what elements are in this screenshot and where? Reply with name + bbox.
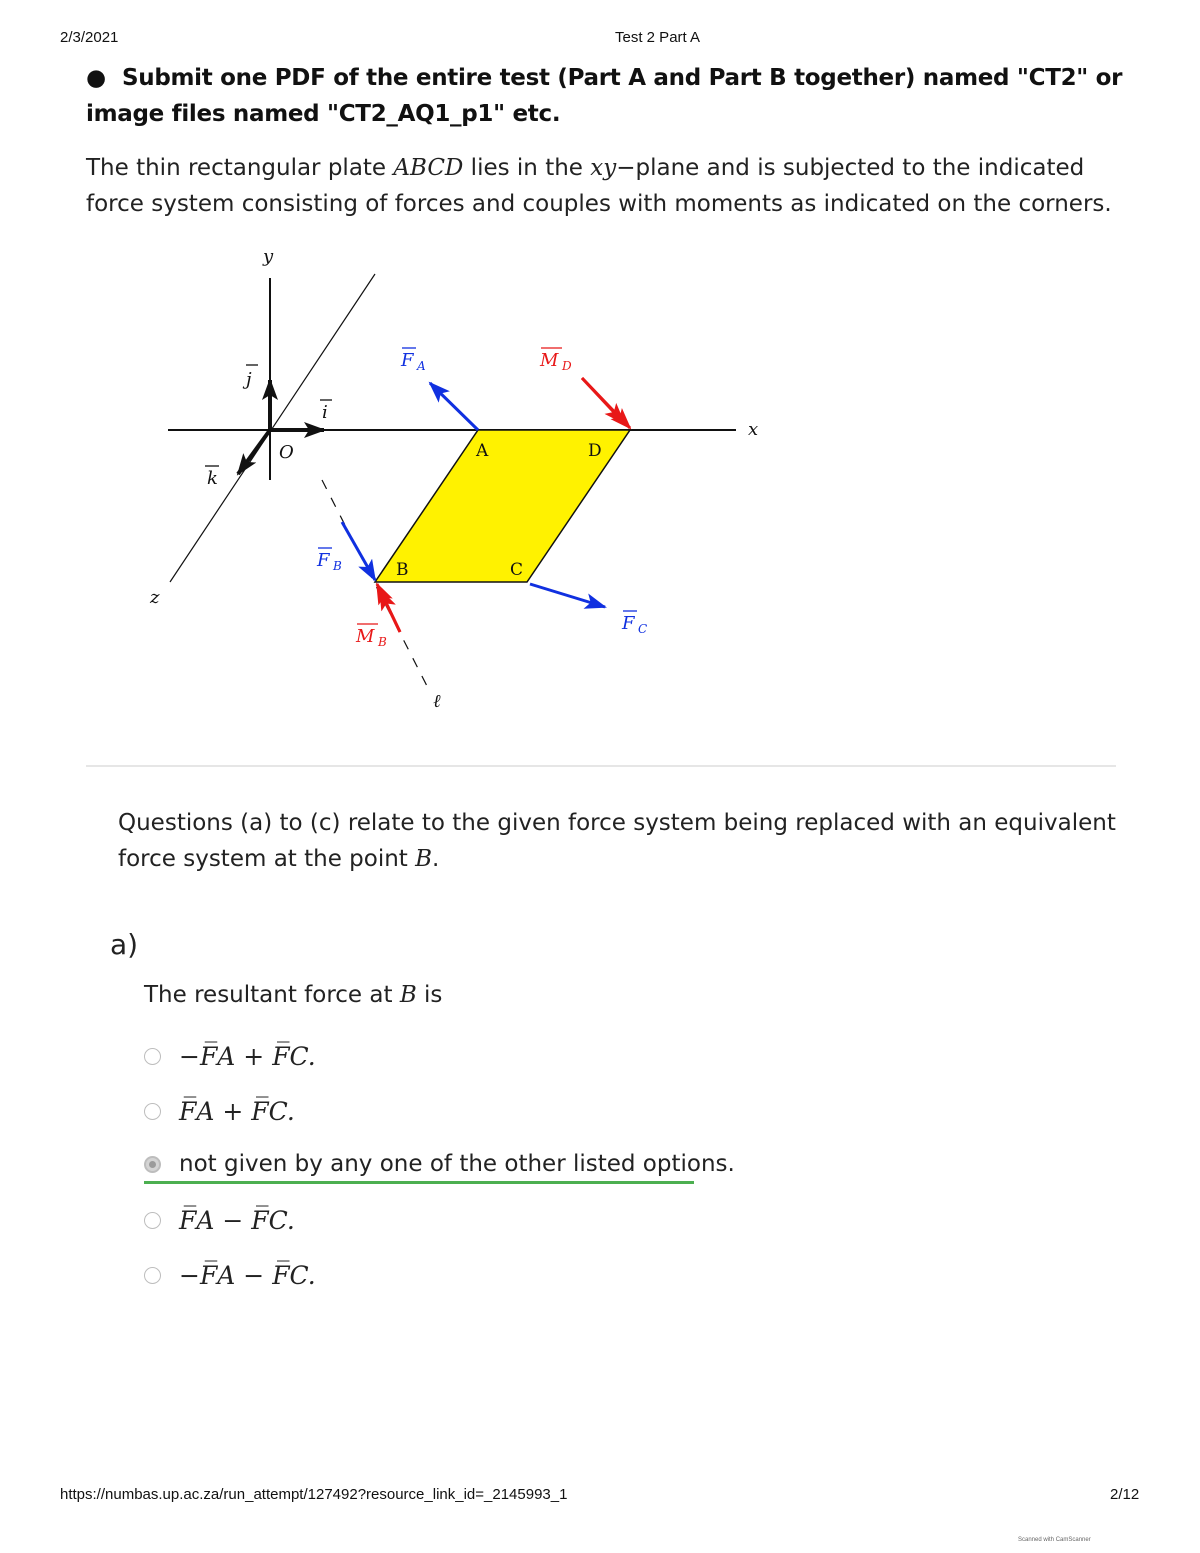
label-point-c: C xyxy=(510,560,524,580)
label-fa xyxy=(400,348,426,373)
moment-b-arrow-2 xyxy=(380,590,400,632)
option-2[interactable] xyxy=(144,1094,295,1128)
force-c-arrow xyxy=(530,584,605,607)
label-point-a: A xyxy=(476,441,489,461)
label-k: k xyxy=(207,468,218,489)
submission-instruction xyxy=(86,60,1146,132)
page-number: 2/12 xyxy=(1110,1486,1140,1503)
label-fb xyxy=(316,548,342,573)
question-intro: Questions (a) to (c) relate to the given force system being replaced with an equivalent force system at the point B. xyxy=(118,810,1116,872)
option-label[interactable]: −F̅A − F̅C. xyxy=(179,1260,316,1290)
radio-button[interactable] xyxy=(144,1103,161,1120)
label-point-b: B xyxy=(396,560,409,580)
label-md xyxy=(539,348,572,373)
label-l: ℓ xyxy=(433,691,441,712)
option-3[interactable] xyxy=(144,1147,735,1181)
svg-text:F: F xyxy=(401,350,414,371)
radio-button[interactable] xyxy=(144,1212,161,1229)
plate-name: ABCD xyxy=(393,155,464,181)
label-mb xyxy=(355,624,387,649)
label-j: j xyxy=(246,369,252,390)
svg-text:B: B xyxy=(333,559,342,573)
svg-text:F: F xyxy=(317,550,330,571)
bullet-icon: ● xyxy=(86,65,106,91)
svg-text:B: B xyxy=(378,635,387,649)
force-system-diagram xyxy=(0,230,1200,720)
part-a-label: a) xyxy=(110,928,139,961)
label-i: i xyxy=(322,402,328,423)
print-date: 2/3/2021 xyxy=(60,29,119,46)
moment-d-arrow-2 xyxy=(582,378,624,423)
line-l-dashed xyxy=(322,480,428,688)
label-y: y xyxy=(263,246,274,267)
part-a-prompt: The resultant force at B is xyxy=(144,982,443,1008)
option-label[interactable]: not given by any one of the other listed options. xyxy=(179,1151,735,1177)
option-label[interactable]: −F̅A + F̅C. xyxy=(179,1041,316,1071)
label-fc xyxy=(621,611,647,636)
footer-url: https://numbas.up.ac.za/run_attempt/127492?resource_link_id=_2145993_1 xyxy=(60,1486,568,1503)
option-label[interactable]: F̅A − F̅C. xyxy=(179,1205,295,1235)
option-label[interactable]: F̅A + F̅C. xyxy=(179,1096,295,1126)
label-point-d: D xyxy=(588,441,602,461)
label-x: x xyxy=(748,419,759,440)
svg-text:D: D xyxy=(562,359,572,373)
option-1[interactable] xyxy=(144,1039,316,1073)
force-a-arrow xyxy=(430,383,478,430)
option-4[interactable] xyxy=(144,1203,295,1237)
option-5[interactable] xyxy=(144,1258,316,1292)
radio-button[interactable] xyxy=(144,1267,161,1284)
svg-text:M: M xyxy=(540,350,559,371)
scanner-watermark: Scanned with CamScanner xyxy=(1018,1537,1091,1543)
svg-text:M: M xyxy=(356,626,375,647)
section-divider xyxy=(86,765,1116,767)
force-b-arrow xyxy=(342,522,375,580)
plane-name: xy xyxy=(590,155,617,181)
correct-answer-underline xyxy=(144,1181,694,1184)
instruction-text: Submit one PDF of the entire test (Part A and Part B together) named "CT2" or image files named "CT2_AQ1_p1" etc. xyxy=(86,65,1123,127)
svg-text:C: C xyxy=(638,622,648,636)
radio-button[interactable] xyxy=(144,1048,161,1065)
print-title: Test 2 Part A xyxy=(615,29,701,46)
problem-statement: The thin rectangular plate ABCD lies in the xy−plane and is subjected to the indicated force system consisting of forces and couples with moments as indicated on the corners. xyxy=(86,155,1112,217)
radio-button-selected[interactable] xyxy=(144,1156,161,1173)
svg-text:F: F xyxy=(622,613,635,634)
label-z: z xyxy=(150,587,160,608)
label-origin: O xyxy=(279,442,294,463)
k-vector xyxy=(238,430,270,474)
svg-text:A: A xyxy=(417,359,426,373)
